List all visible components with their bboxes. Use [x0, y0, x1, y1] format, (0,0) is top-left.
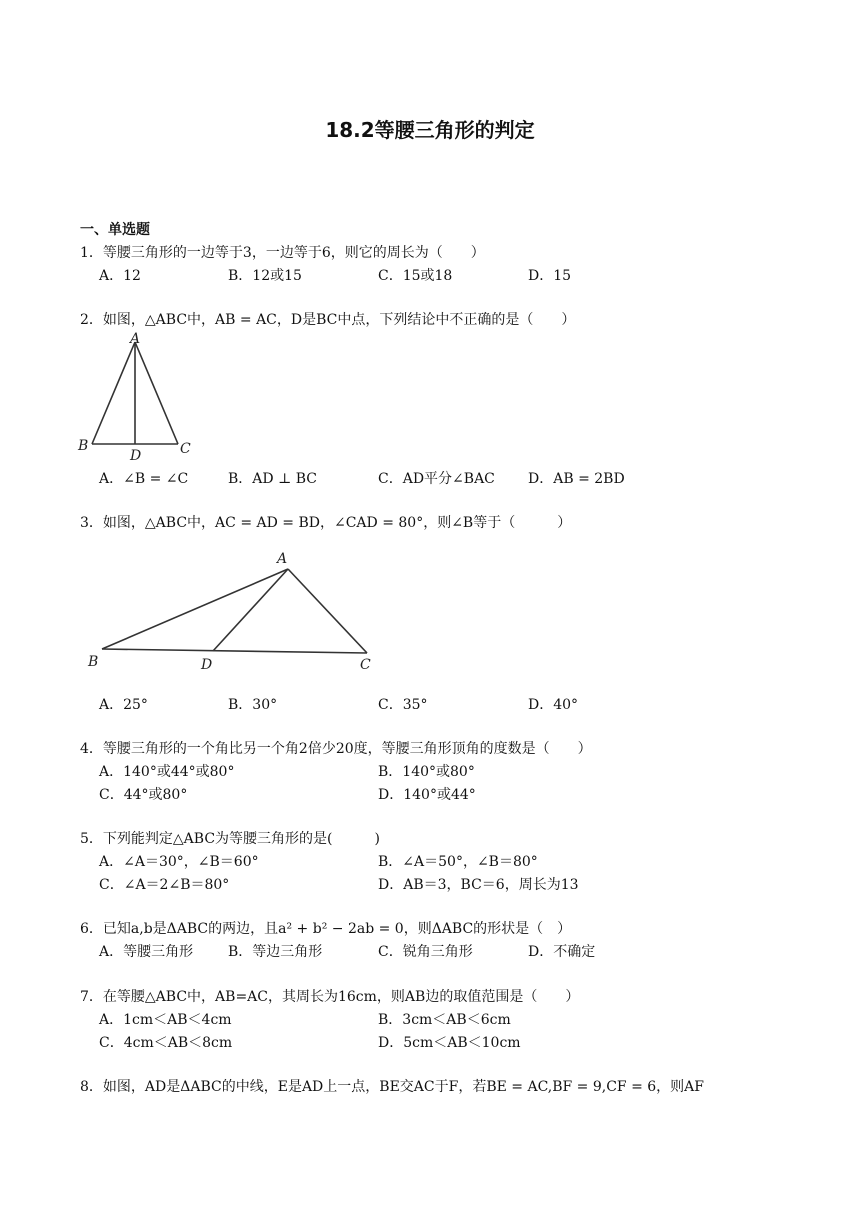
q3-label-a: A — [277, 551, 288, 567]
q4-option-a: A．140°或44°或80° — [99, 764, 235, 780]
q3-option-a: A．25° — [99, 697, 148, 713]
q5-option-c: C．∠A＝2∠B＝80° — [99, 877, 230, 893]
q1-option-d: D．15 — [528, 268, 572, 284]
q7-option-b: B．3cm＜AB＜6cm — [378, 1012, 511, 1028]
q2-label-d: D — [130, 448, 142, 462]
question-3-stem: 3．如图，△ABC中，AC = AD = BD，∠CAD = 80°，则∠B等于（ ） — [80, 515, 572, 531]
q7-option-c: C．4cm＜AB＜8cm — [99, 1035, 233, 1051]
q3-label-b: B — [88, 654, 99, 670]
q2-label-c: C — [180, 441, 191, 457]
q1-option-b: B．12或15 — [228, 268, 302, 284]
q1-option-c: C．15或18 — [378, 268, 453, 284]
q4-option-d: D．140°或44° — [378, 787, 476, 803]
q2-option-d: D．AB = 2BD — [528, 471, 625, 487]
question-2-stem: 2．如图，△ABC中，AB = AC，D是BC中点，下列结论中不正确的是（ ） — [80, 312, 576, 328]
q4-option-c: C．44°或80° — [99, 787, 188, 803]
q7-option-d: D．5cm＜AB＜10cm — [378, 1035, 521, 1051]
question-1-stem: 1．等腰三角形的一边等于3，一边等于6，则它的周长为（ ） — [80, 245, 485, 261]
question-8-stem: 8．如图，AD是ΔABC的中线，E是AD上一点，BE交AC于F，若BE = AC,BF = 9,CF = 6，则AF — [80, 1079, 705, 1095]
q3-option-c: C．35° — [378, 697, 428, 713]
q6-option-c: C．锐角三角形 — [378, 944, 473, 960]
q3-option-d: D．40° — [528, 697, 579, 713]
q3-label-d: D — [201, 657, 213, 673]
q3-option-b: B．30° — [228, 697, 278, 713]
q7-option-a: A．1cm＜AB＜4cm — [99, 1012, 232, 1028]
q1-option-a: A．12 — [99, 268, 141, 284]
q2-option-a: A．∠B = ∠C — [99, 471, 189, 487]
question-7-stem: 7．在等腰△ABC中，AB=AC，其周长为16cm，则AB边的取值范围是（ ） — [80, 989, 580, 1005]
q6-option-d: D．不确定 — [528, 944, 596, 960]
q6-option-a: A．等腰三角形 — [99, 944, 194, 960]
q2-triangle-figure — [74, 330, 204, 462]
q2-option-b: B．AD ⊥ BC — [228, 471, 317, 487]
q5-option-d: D．AB＝3，BC＝6，周长为13 — [378, 877, 579, 893]
question-5-stem: 5．下列能判定△ABC为等腰三角形的是( ) — [80, 831, 380, 847]
page-title: 18.2等腰三角形的判定 — [325, 118, 535, 142]
q5-option-a: A．∠A＝30°，∠B＝60° — [99, 854, 259, 870]
q6-option-b: B．等边三角形 — [228, 944, 323, 960]
section-heading: 一、单选题 — [80, 222, 150, 238]
question-4-stem: 4．等腰三角形的一个角比另一个角2倍少20度，等腰三角形顶角的度数是（ ） — [80, 741, 592, 757]
q3-label-c: C — [360, 657, 371, 673]
q5-option-b: B．∠A＝50°，∠B＝80° — [378, 854, 538, 870]
q2-label-a: A — [130, 331, 141, 347]
q3-triangle-figure — [80, 545, 380, 675]
q2-label-b: B — [78, 438, 89, 454]
question-6-stem: 6．已知a,b是ΔABC的两边，且a² + b² − 2ab = 0，则ΔABC的形状是（ ） — [80, 921, 572, 937]
q2-option-c: C．AD平分∠BAC — [378, 471, 495, 487]
q4-option-b: B．140°或80° — [378, 764, 475, 780]
